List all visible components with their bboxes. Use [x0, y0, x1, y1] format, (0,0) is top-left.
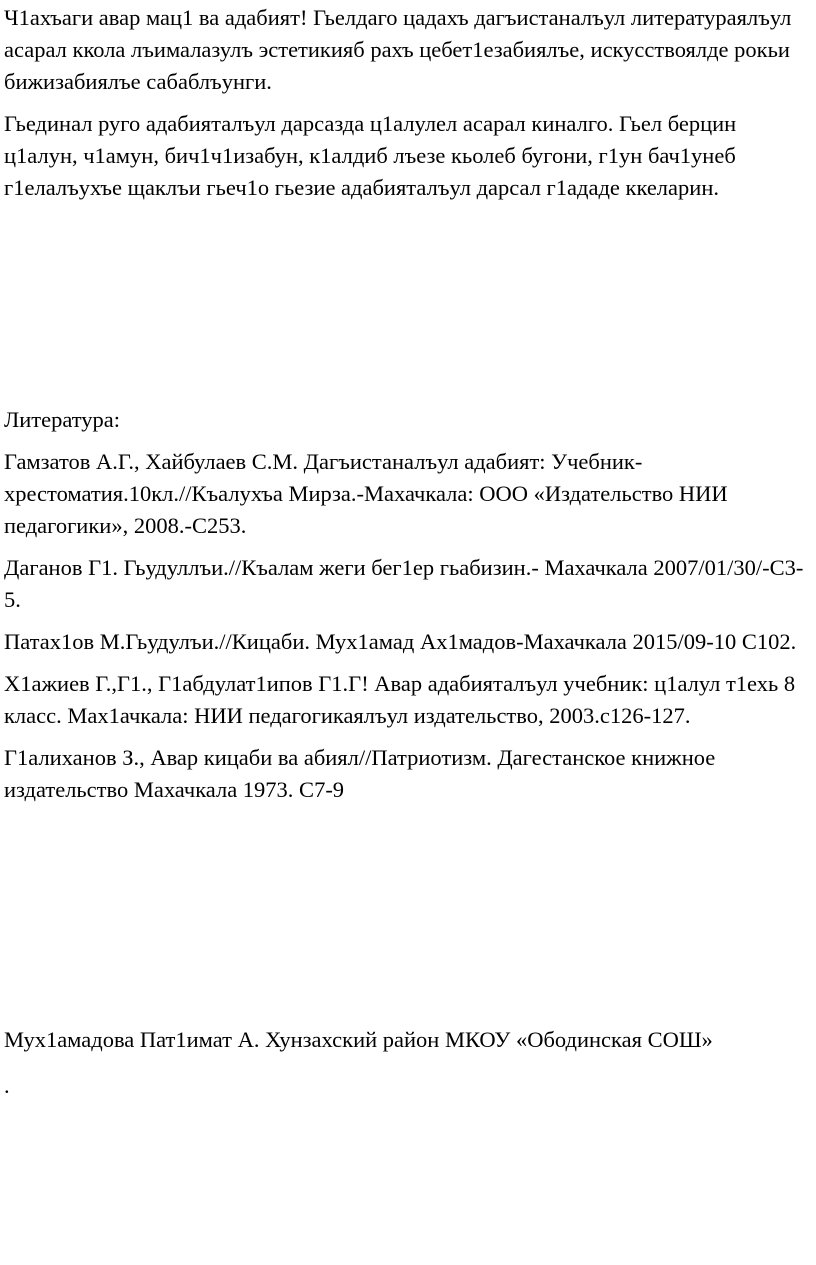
- literature-item: Х1ажиев Г.,Г1., Г1абдулат1ипов Г1.Г! Авар адабияталъул учебник: ц1алул т1ехь 8 класс. Мах1ачкала: НИИ педагогикаялъул издательство, 2003.с126-127.: [4, 671, 796, 728]
- author-line: Мух1амадова Пат1имат А. Хунзахский район МКОУ «Ободинская СОШ»: [4, 1027, 713, 1052]
- trailing-dot: .: [4, 1073, 10, 1098]
- document-page: [4, 2, 812, 1112]
- literature-item: Г1алиханов З., Авар кицаби ва абиял//Патриотизм. Дагестанское книжное издательство Махачкала 1973. С7-9: [4, 745, 716, 802]
- literature-section: [4, 404, 812, 806]
- literature-item: Патах1ов М.Гьудулъи.//Кицаби. Мух1амад Ах1мадов-Махачкала 2015/09-10 С102.: [4, 629, 797, 654]
- literature-item: Гамзатов А.Г., Хайбулаев С.М. Дагъистаналъул адабият: Учебник-хрестоматия.10кл.//Къалухъа Мирза.-Махачкала: ООО «Издательство НИИ педагогики», 2008.-С253.: [4, 449, 728, 538]
- spacer: [4, 214, 812, 404]
- literature-heading: Литература:: [4, 407, 121, 432]
- intro-paragraph-2: Гьединал руго адабияталъул дарсазда ц1алулел асарал киналго. Гьел берцин ц1алун, ч1амун, бич1ч1изабун, к1алдиб лъезе кьолеб бугони, г1ун бач1унеб г1елалъухъе щаклъи гьеч1о гьезие адабияталъул дарсал г1ададе ккеларин.: [4, 111, 737, 200]
- spacer: [4, 816, 812, 1024]
- intro-paragraph-1: Ч1ахъаги авар мац1 ва адабият! Гьелдаго цадахъ дагъистаналъул литератураялъул асарал ккола лъималазулъ эстетикияб рахъ цебет1езабиялъе, искусствоялде рокьи бижизабиялъе сабаблъунги.: [4, 5, 792, 94]
- literature-item: Даганов Г1. Гьудуллъи.//Къалам жеги бег1ер гьабизин.- Махачкала 2007/01/30/-С3-5.: [4, 555, 804, 612]
